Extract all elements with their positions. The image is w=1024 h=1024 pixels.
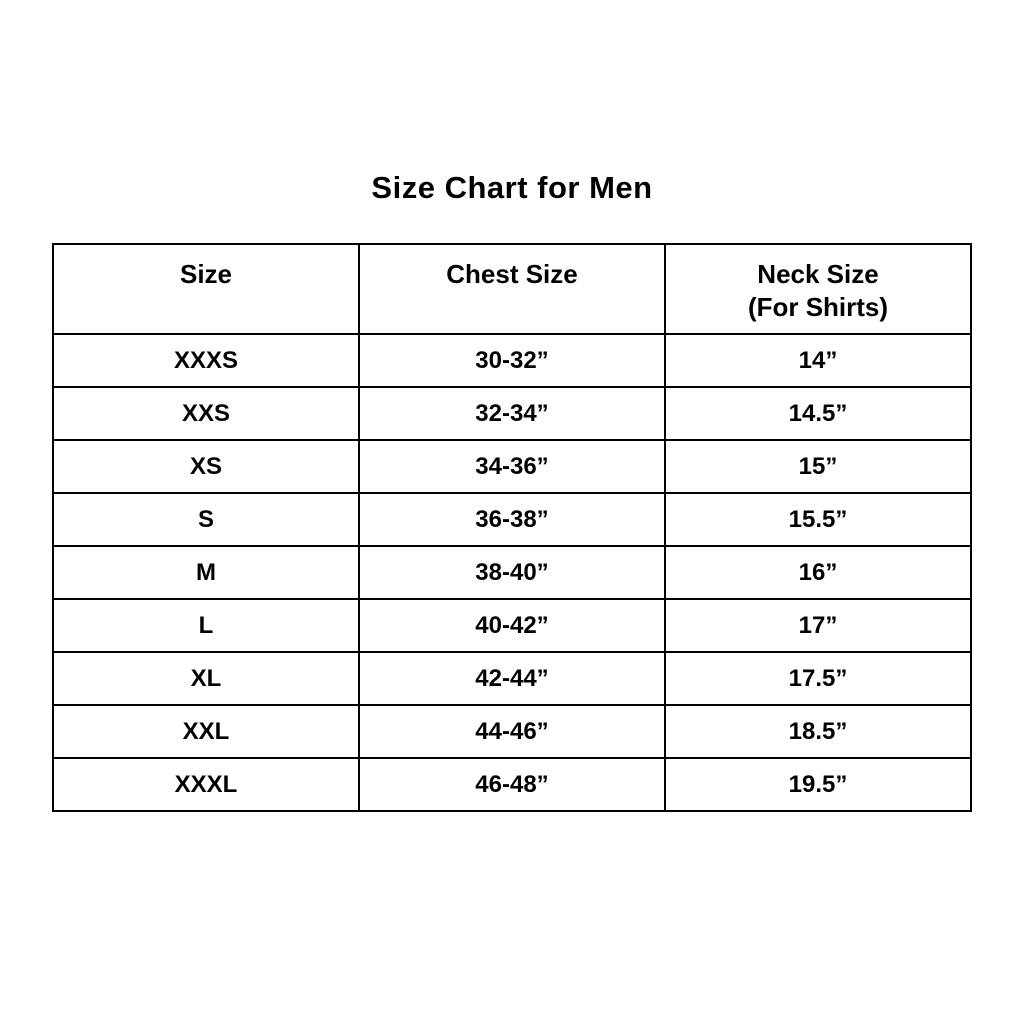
cell-neck: 18.5” — [665, 705, 971, 758]
column-header-neck-size — [665, 244, 971, 334]
table-row-xxxs — [53, 334, 971, 387]
cell-size: XXS — [53, 387, 359, 440]
cell-neck: 17” — [665, 599, 971, 652]
table-row-m — [53, 546, 971, 599]
table-header — [53, 244, 971, 334]
cell-neck: 15” — [665, 440, 971, 493]
table-row-l — [53, 599, 971, 652]
cell-size: S — [53, 493, 359, 546]
table-row-xxs — [53, 387, 971, 440]
cell-neck: 14.5” — [665, 387, 971, 440]
table-row-xxxl — [53, 758, 971, 811]
column-header-neck-size-label: Neck Size — [757, 259, 879, 289]
size-chart-table — [52, 243, 972, 812]
cell-chest: 34-36” — [359, 440, 665, 493]
cell-size: XL — [53, 652, 359, 705]
column-header-chest-size — [359, 244, 665, 334]
cell-chest: 32-34” — [359, 387, 665, 440]
cell-chest: 44-46” — [359, 705, 665, 758]
cell-chest: 46-48” — [359, 758, 665, 811]
cell-size: XXL — [53, 705, 359, 758]
table-row-xs — [53, 440, 971, 493]
cell-neck: 14” — [665, 334, 971, 387]
cell-size: L — [53, 599, 359, 652]
table-header-row — [53, 244, 971, 334]
cell-chest: 38-40” — [359, 546, 665, 599]
column-header-chest-size-label: Chest Size — [446, 259, 578, 289]
cell-chest: 42-44” — [359, 652, 665, 705]
table-row-s — [53, 493, 971, 546]
column-header-neck-size-sublabel: (For Shirts) — [747, 291, 889, 322]
table-row-xxl — [53, 705, 971, 758]
cell-neck: 17.5” — [665, 652, 971, 705]
cell-neck: 15.5” — [665, 493, 971, 546]
cell-chest: 30-32” — [359, 334, 665, 387]
cell-size: XXXS — [53, 334, 359, 387]
table-body — [53, 334, 971, 811]
column-header-size-label: Size — [179, 259, 233, 289]
page-title: Size Chart for Men — [371, 170, 653, 205]
cell-size: M — [53, 546, 359, 599]
column-header-size — [53, 244, 359, 334]
table-row-xl — [53, 652, 971, 705]
cell-neck: 19.5” — [665, 758, 971, 811]
cell-size: XS — [53, 440, 359, 493]
cell-size: XXXL — [53, 758, 359, 811]
cell-neck: 16” — [665, 546, 971, 599]
cell-chest: 40-42” — [359, 599, 665, 652]
cell-chest: 36-38” — [359, 493, 665, 546]
